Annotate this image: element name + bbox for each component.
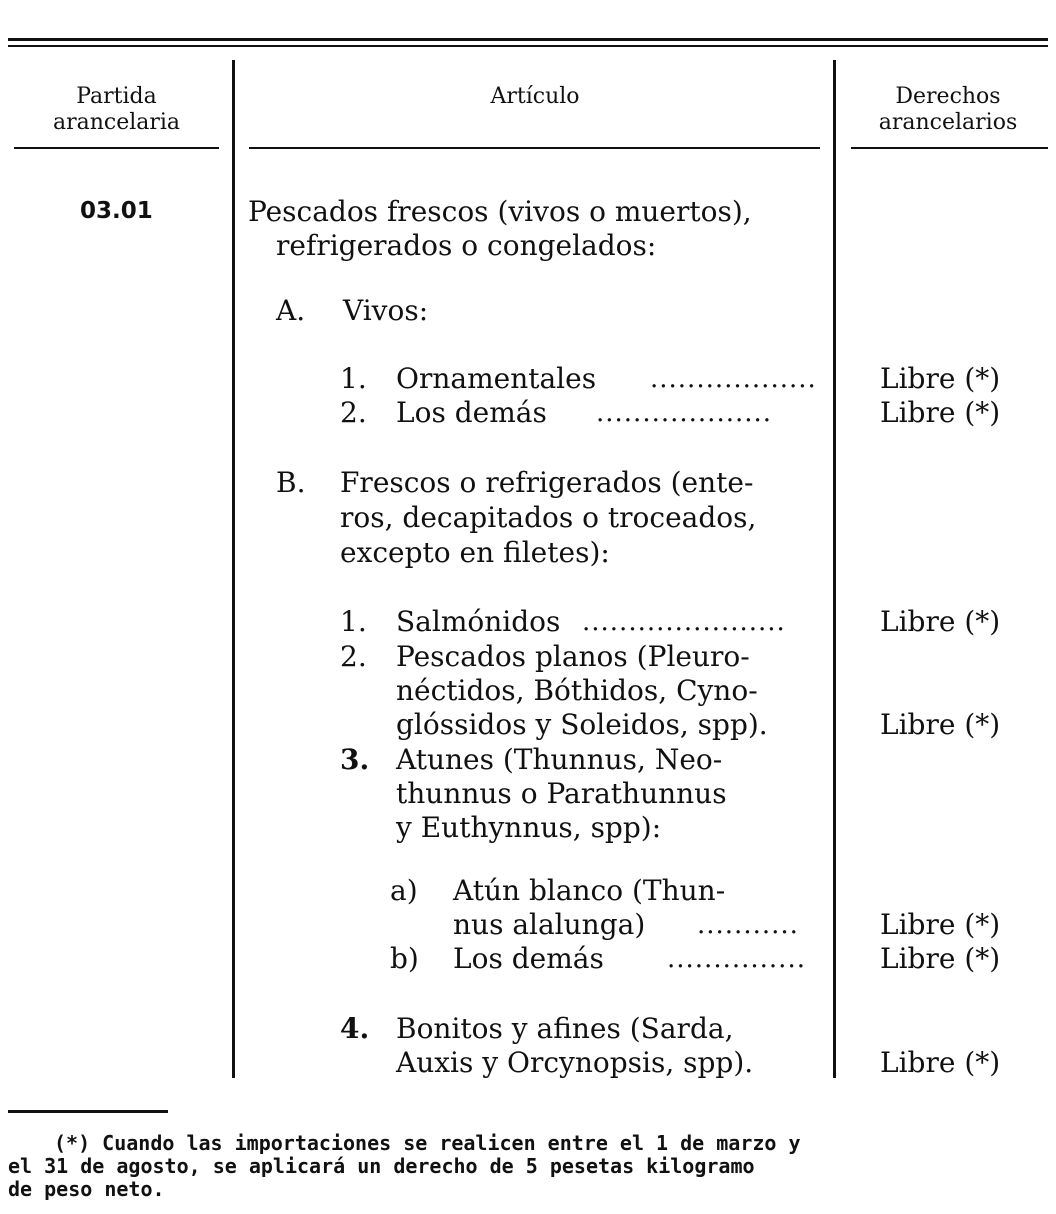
header-underline-articulo — [249, 147, 820, 149]
b2-number: 2. — [340, 640, 367, 673]
header-articulo — [240, 84, 830, 110]
b3a-letter: a) — [390, 874, 418, 907]
a2-number: 2. — [340, 396, 367, 429]
b1-duty: Libre (*) — [880, 605, 1001, 638]
header-underline-partida — [14, 147, 219, 149]
footnote-line1: (*) Cuando las importaciones se realicen entre el 1 de marzo y — [54, 1131, 801, 1155]
a1-leader: .................. — [650, 364, 817, 394]
b2-line3: glóssidos y Soleidos, spp). — [396, 708, 768, 741]
header-underline-derechos — [851, 147, 1048, 149]
a1-number: 1. — [340, 362, 367, 395]
b3a-line2: nus alalunga) — [453, 908, 646, 941]
b3b-duty: Libre (*) — [880, 942, 1001, 975]
b1-leader: ...................... — [582, 607, 786, 637]
b3-line3: y Euthynnus, spp): — [396, 811, 662, 844]
section-b-line2: ros, decapitados o troceados, — [340, 501, 757, 534]
b4-line2: Auxis y Orcynopsis, spp). — [396, 1046, 754, 1079]
b3a-duty: Libre (*) — [880, 908, 1001, 941]
b3b-leader: ............... — [667, 944, 806, 974]
a1-text: Ornamentales — [396, 362, 597, 395]
header-partida-line1: Partida — [76, 84, 157, 109]
b2-duty: Libre (*) — [880, 708, 1001, 741]
b3b-text: Los demás — [453, 942, 604, 975]
b2-line2: néctidos, Bóthidos, Cyno- — [396, 674, 758, 707]
b3-line2: thunnus o Parathunnus — [396, 777, 727, 810]
b4-number: 4. — [340, 1012, 370, 1045]
section-b-line1: Frescos o refrigerados (ente- — [340, 466, 754, 499]
footnote-line2: el 31 de agosto, se aplicará un derecho de 5 pesetas kilogramo — [8, 1154, 755, 1178]
a2-duty: Libre (*) — [880, 396, 1001, 429]
footnote-separator — [8, 1110, 168, 1113]
partida-code: 03.01 — [80, 198, 153, 224]
b1-text: Salmónidos — [396, 605, 561, 638]
b4-line1: Bonitos y afines (Sarda, — [396, 1012, 734, 1045]
a2-leader: ................... — [596, 398, 773, 428]
b3a-line1: Atún blanco (Thun- — [453, 874, 726, 907]
b3b-letter: b) — [390, 942, 419, 975]
b4-duty: Libre (*) — [880, 1046, 1001, 1079]
column-divider-left — [232, 60, 235, 1078]
footnote — [8, 1132, 1048, 1201]
heading-line1: Pescados frescos (vivos o muertos), — [248, 195, 752, 228]
top-rule-lower — [8, 45, 1048, 47]
b2-line1: Pescados planos (Pleuro- — [396, 640, 750, 673]
section-b-line3: excepto en filetes): — [340, 536, 610, 569]
b3a-leader: ........... — [697, 910, 799, 940]
a2-text: Los demás — [396, 396, 547, 429]
heading-line2: refrigerados o congelados: — [276, 229, 657, 262]
header-derechos-line2: arancelarios — [878, 110, 1018, 136]
header-partida-line2: arancelaria — [52, 110, 181, 136]
top-rule-upper — [8, 38, 1048, 41]
header-derechos-line1: Derechos — [895, 84, 1001, 109]
header-articulo-label: Artículo — [490, 84, 580, 109]
b1-number: 1. — [340, 605, 367, 638]
column-divider-right — [833, 60, 836, 1078]
footnote-line3: de peso neto. — [8, 1177, 165, 1201]
section-a-title: Vivos: — [343, 294, 429, 327]
b3-line1: Atunes (Thunnus, Neo- — [396, 743, 723, 776]
b3-number: 3. — [340, 743, 370, 776]
section-a-letter: A. — [276, 294, 306, 327]
a1-duty: Libre (*) — [880, 362, 1001, 395]
header-partida — [14, 84, 219, 137]
header-derechos — [848, 84, 1048, 137]
section-b-letter: B. — [276, 466, 306, 499]
